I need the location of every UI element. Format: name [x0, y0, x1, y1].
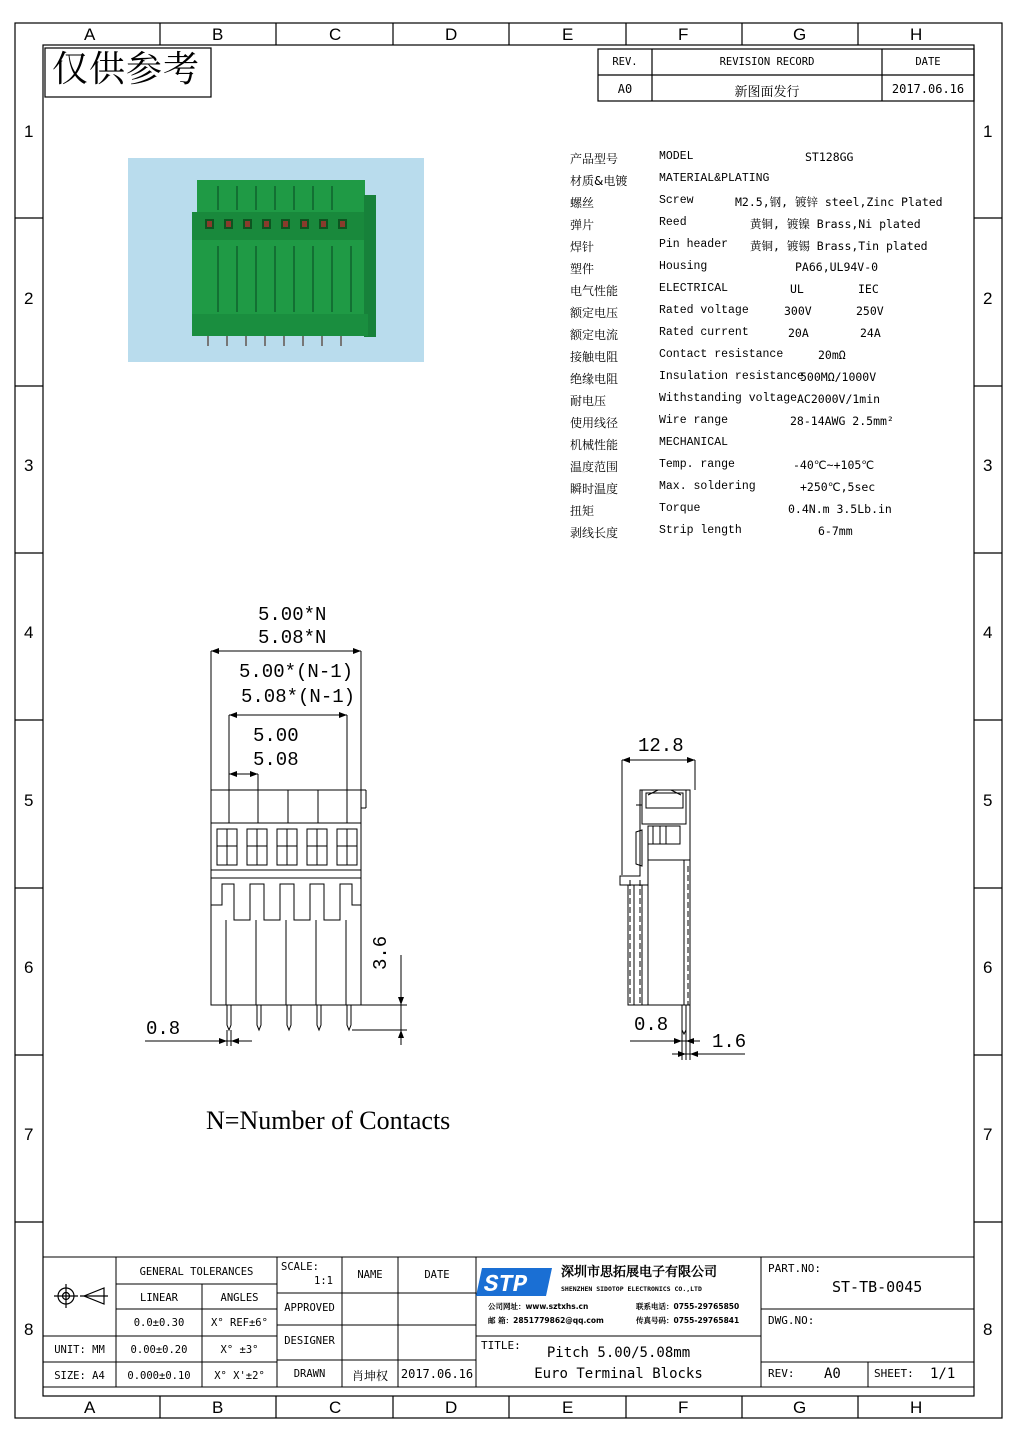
drawing-title-line2: Euro Terminal Blocks	[534, 1366, 703, 1382]
spec-cn-17: 剥线长度	[570, 526, 619, 540]
rev-header: REV.	[612, 56, 638, 68]
zone-col-a: A	[84, 1398, 96, 1417]
date-header: DATE	[915, 56, 941, 68]
reference-stamp: 仅供参考	[52, 49, 201, 90]
dim-total-500: 5.00*N	[258, 604, 327, 626]
zone-row-3: 3	[983, 456, 993, 475]
spec-en-13: MECHANICAL	[659, 436, 729, 449]
zone-col-e: E	[562, 25, 574, 44]
zone-row-6: 6	[24, 958, 34, 977]
dim-side-pin: 0.8	[634, 1014, 669, 1036]
spec-cn-15: 瞬时温度	[570, 482, 619, 496]
spec-cn-11: 耐电压	[570, 394, 607, 408]
spec-en-17: Strip length	[659, 524, 742, 537]
zone-col-c: C	[329, 1398, 342, 1417]
spec-cn-2: 螺丝	[570, 196, 595, 210]
company-email: 邮 箱：2851779862@qq.com	[488, 1316, 604, 1325]
sheet-label: SHEET:	[874, 1367, 914, 1380]
spec-en-1: MATERIAL&PLATING	[659, 172, 770, 185]
zone-col-g: G	[793, 25, 807, 44]
spec-v1-17: 6-7mm	[818, 524, 853, 538]
angle-tol-3: X° X'±2°	[214, 1370, 265, 1382]
zone-row-2: 2	[983, 289, 993, 308]
dim-pin-width: 0.8	[146, 1018, 181, 1040]
logo-text: STP	[484, 1272, 528, 1299]
spec-cn-16: 扭矩	[570, 504, 595, 518]
spec-cn-1: 材质&电镀	[570, 174, 628, 188]
spec-en-16: Torque	[659, 502, 701, 515]
spec-v1-10: 500MΩ/1000V	[800, 370, 877, 384]
projection-symbol	[54, 1284, 108, 1308]
dim-pitch-508: 5.08	[253, 749, 299, 771]
angle-tol-1: X° REF±6°	[211, 1317, 268, 1329]
spec-v1-16: 0.4N.m 3.5Lb.in	[788, 502, 892, 516]
revision-record-header: REVISION RECORD	[719, 56, 815, 68]
scale-value: 1:1	[314, 1275, 333, 1287]
sheet-value: 1/1	[930, 1366, 956, 1382]
spec-v1-14: -40℃~+105℃	[793, 458, 875, 472]
angles-label: ANGLES	[220, 1292, 259, 1304]
unit-label: UNIT: MM	[54, 1344, 105, 1356]
linear-tol-3: 0.000±0.10	[127, 1370, 191, 1382]
spec-cn-14: 温度范围	[570, 460, 619, 474]
revision-date-value: 2017.06.16	[891, 82, 965, 96]
zone-row-7: 7	[983, 1125, 993, 1144]
spec-en-11: Withstanding voltage	[659, 392, 798, 405]
company-fax: 传真号码：0755-29765841	[636, 1316, 740, 1325]
zone-row-2: 2	[24, 289, 34, 308]
date-col-header: DATE	[424, 1269, 450, 1281]
zone-row-8: 8	[24, 1320, 34, 1339]
drawn-by-name: 肖坤权	[351, 1369, 388, 1383]
zone-row-6: 6	[983, 958, 993, 977]
company-logo	[476, 1268, 552, 1299]
zone-col-e: E	[562, 1398, 574, 1417]
spec-en-10: Insulation resistance	[659, 370, 804, 383]
spec-cn-7: 额定电压	[570, 306, 619, 320]
spec-cn-8: 额定电流	[570, 328, 619, 342]
angle-tol-2: X° ±3°	[220, 1344, 259, 1356]
dim-pin-length: 3.6	[370, 935, 392, 970]
zone-row-3: 3	[24, 456, 34, 475]
zone-col-g: G	[793, 1398, 807, 1417]
zone-col-d: D	[445, 25, 458, 44]
zone-row-7: 7	[24, 1125, 34, 1144]
zone-row-4: 4	[24, 623, 34, 642]
linear-label: LINEAR	[140, 1292, 178, 1304]
spec-v1-2: M2.5,钢, 镀锌 steel,Zinc Plated	[735, 195, 943, 209]
spec-en-7: Rated voltage	[659, 304, 749, 317]
zone-row-5: 5	[24, 791, 34, 810]
drawn-date: 2017.06.16	[400, 1367, 474, 1381]
spec-v1-9: 20mΩ	[818, 348, 846, 362]
designer-label: DESIGNER	[284, 1335, 335, 1347]
rev-block-value: A0	[824, 1366, 841, 1382]
spec-cn-13: 机械性能	[570, 438, 619, 452]
linear-tol-2: 0.00±0.20	[130, 1344, 188, 1356]
size-label: SIZE: A4	[54, 1370, 105, 1382]
spec-cn-3: 弹片	[570, 218, 595, 232]
approved-label: APPROVED	[284, 1302, 335, 1314]
spec-en-12: Wire range	[659, 414, 729, 427]
rev-block-label: REV:	[768, 1367, 795, 1380]
zone-col-b: B	[212, 25, 224, 44]
company-name-en: SHENZHEN SIDOTOP ELECTRONICS CO.,LTD	[561, 1285, 702, 1293]
spec-en-6: ELECTRICAL	[659, 282, 729, 295]
title-label: TITLE:	[481, 1339, 521, 1352]
contacts-note: N=Number of Contacts	[206, 1106, 451, 1135]
zone-row-1: 1	[983, 122, 993, 141]
spec-v1-6: UL	[790, 282, 804, 296]
spec-cn-4: 焊针	[570, 240, 595, 254]
spec-en-3: Reed	[659, 216, 687, 229]
scale-label: SCALE:	[281, 1261, 319, 1273]
part-no-label: PART.NO:	[768, 1262, 821, 1275]
spec-v1-5: PA66,UL94V-0	[795, 260, 879, 274]
zone-col-c: C	[329, 25, 342, 44]
dim-total-508: 5.08*N	[258, 627, 327, 649]
zone-col-h: H	[910, 25, 923, 44]
zone-col-b: B	[212, 1398, 224, 1417]
spec-en-2: Screw	[659, 194, 694, 207]
linear-tol-1: 0.0±0.30	[133, 1317, 185, 1329]
dim-side-offset: 1.6	[712, 1031, 747, 1053]
spec-en-14: Temp. range	[659, 458, 735, 471]
dim-pitch-500: 5.00	[253, 725, 299, 747]
spec-en-15: Max. soldering	[659, 480, 756, 493]
zone-col-f: F	[678, 1398, 689, 1417]
spec-cn-12: 使用线径	[570, 416, 619, 430]
zone-row-4: 4	[983, 623, 993, 642]
part-number: ST-TB-0045	[832, 1278, 923, 1296]
spec-cn-0: 产品型号	[570, 152, 619, 166]
dim-side-width: 12.8	[638, 735, 684, 757]
zone-col-d: D	[445, 1398, 458, 1417]
company-website: 公司网址：www.sztxhs.cn	[488, 1302, 589, 1311]
zone-row-1: 1	[24, 122, 34, 141]
zone-col-f: F	[678, 25, 689, 44]
company-name-cn: 深圳市思拓展电子有限公司	[561, 1265, 718, 1280]
spec-v2-6: IEC	[858, 282, 879, 296]
rev-value: A0	[617, 82, 633, 96]
zone-col-h: H	[910, 1398, 923, 1417]
zone-row-5: 5	[983, 791, 993, 810]
dim-span-500: 5.00*(N-1)	[239, 661, 354, 683]
revision-record-value: 新图面发行	[734, 85, 800, 100]
spec-cn-9: 接触电阻	[570, 350, 619, 364]
spec-v1-8: 20A	[788, 326, 809, 340]
spec-cn-6: 电气性能	[570, 284, 619, 298]
spec-v1-15: +250℃,5sec	[800, 480, 876, 494]
spec-en-8: Rated current	[659, 326, 749, 339]
zone-col-a: A	[84, 25, 96, 44]
spec-v1-11: AC2000V/1min	[797, 392, 881, 406]
name-header: NAME	[357, 1269, 383, 1281]
spec-en-9: Contact resistance	[659, 348, 784, 361]
spec-cn-10: 绝缘电阻	[570, 372, 619, 386]
spec-v1-4: 黄铜, 镀锡 Brass,Tin plated	[750, 239, 928, 253]
spec-v1-7: 300V	[784, 304, 812, 318]
spec-v1-0: ST128GG	[805, 150, 854, 164]
spec-en-0: MODEL	[659, 150, 694, 163]
general-tolerances-label: GENERAL TOLERANCES	[139, 1266, 254, 1278]
drawn-label: DRAWN	[293, 1368, 326, 1380]
terminal-block-photo	[192, 180, 376, 346]
dim-span-508: 5.08*(N-1)	[241, 686, 356, 708]
spec-v1-3: 黄铜, 镀镍 Brass,Ni plated	[750, 217, 921, 231]
spec-v2-7: 250V	[856, 304, 884, 318]
company-phone: 联系电话：0755-29765850	[636, 1302, 740, 1311]
spec-v2-8: 24A	[860, 326, 881, 340]
front-view	[145, 651, 407, 1046]
spec-en-4: Pin header	[659, 238, 729, 251]
drawing-title-line1: Pitch 5.00/5.08mm	[546, 1345, 691, 1361]
zone-row-8: 8	[983, 1320, 993, 1339]
spec-v1-12: 28-14AWG 2.5mm²	[790, 414, 894, 428]
spec-en-5: Housing	[659, 260, 708, 273]
dwg-no-label: DWG.NO:	[768, 1314, 815, 1327]
spec-cn-5: 塑件	[570, 262, 595, 276]
